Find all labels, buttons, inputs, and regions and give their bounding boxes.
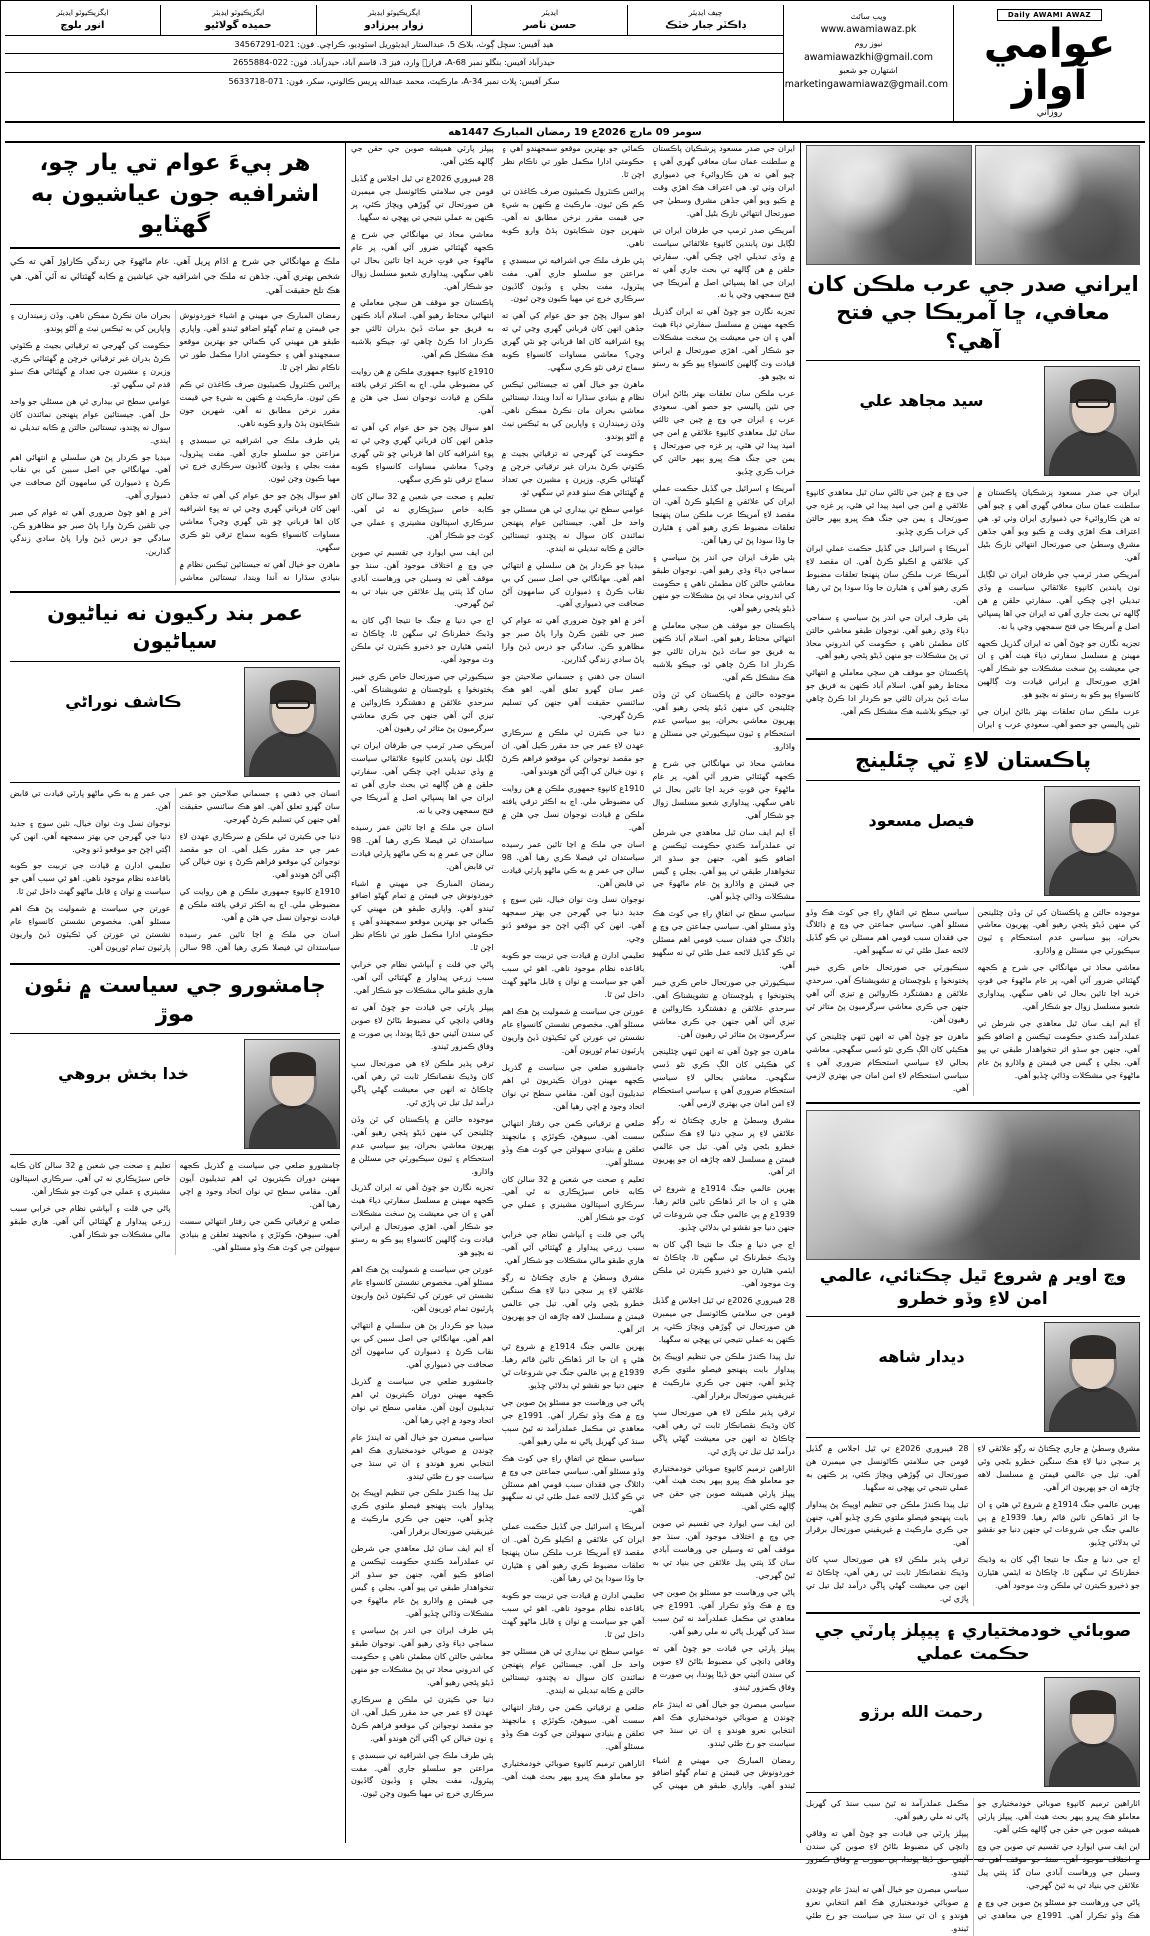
- paragraph: آءِ ايم ايف سان ٿيل معاهدي جي شرطن تي عملدرآمد ڪندي حڪومت ٽيڪسن ۾ اضافو ڪيو آهي، جنهن جو سڌو اثر تنخواهدار طبقي تي پيو آهي. بجلي ۽ گيس جي قيمتن ۾ واڌارو پڻ عام ماڻهوءَ جي مشڪلات وڌائي ڇڏيو آهي.: [977, 1019, 1140, 1080]
- paragraph: سياسي سطح تي اتفاقِ راءِ جي کوٽ هڪ وڏو مسئلو آهي. سياسي جماعتن جي وچ ۾ ڊائلاگ جي فقدان سبب قومي اهم مسئلن تي ڪو گڏيل لائحه عمل طئي ٿي نه سگهيو آهي.: [806, 907, 969, 956]
- paragraph: دنيا جي ڪيترن ئي ملڪن ۾ سرڪاري عهدن لاءِ عمر جي حد مقرر ڪيل آهي. ان جو مقصد نوجوانن کي موقعو فراهم ڪرڻ ۽ نون خيالن کي اڳتي آڻڻ هوندو آهي.: [501, 728, 645, 776]
- paragraph: پاڪستان جو موقف هن سڄي معاملي ۾ انتهائي محتاط رهيو آهي. اسلام آباد ڪنهن به فريق جو ساٿ ڏيڻ بدران ثالثي جو ڪردار ادا ڪرڻ چاهي ٿو، جيڪو بلاشبه هڪ مشڪل ڪم آهي.: [351, 298, 494, 360]
- divider: [10, 661, 340, 662]
- paragraph: پاڻي جي ورهاست جو مسئلو پڻ صوبن جي وچ ۾ هڪ وڏو تڪرار آهي. 1991ع جي معاهدي تي مڪمل عملدرآمد نه ٿيڻ سبب سنڌ کي گهربل پاڻي نه ملي رهيو آهي.: [652, 1588, 795, 1636]
- divider: [806, 481, 1140, 482]
- paragraph: عوامي سطح تي بيداري ئي هن مسئلي جو واحد حل آهي. جيستائين عوام پنهنجن نمائندن کان سوال نه پڇندو، تيستائين حالتن ۾ ڪابه تبديلي نه ايندي.: [501, 1646, 645, 1695]
- paragraph: رمضان المبارڪ جي مهيني ۾ اشياء خوردونوش جي قيمتن ۾ تمام گهڻو اضافو ٿيندو آهي. واپاري طبقو هن مهيني کي ڪمائي جو بهترين موقعو سمجهندو آهي ۽ حڪومتي ادارا مڪمل طور تي ناڪام نظر اچن ٿا.: [179, 310, 340, 372]
- paragraph: 1910ع کانپوءِ جمهوري ملڪن ۾ هن روايت کي مضبوطي ملي. اڄ به اڪثر ترقي يافته ملڪن ۾ قيادت نوجوان نسل جي هٿن ۾ آهي.: [501, 783, 645, 832]
- staff-name: انور بلوچ: [60, 20, 105, 32]
- article-body: [10, 1160, 340, 1255]
- paragraph: پيپلز پارٽي جي قيادت جو چوڻ آهي ته وفاقي ڍانچي کي مضبوط بڻائڻ لاءِ صوبن کي سندن آئيني حق ڏيڻا پوندا، ٻي صورت ۾ وفاق ڪمزور ٿيندو.: [351, 1003, 494, 1051]
- paragraph: آمريڪي صدر ٽرمپ جي طرفان ايران تي لڳايل نون پابندين کانپوءِ علائقائي سياست ۾ وڏي تبديلي اچي چڪي آهي. سفارتي حلقن ۾ هن ڳالهه تي بحث جاري آهي ته ايران جي اها پسپائي اصل ۾ آمريڪا جي فتح سمجهي وڃي يا نه.: [977, 569, 1140, 631]
- paragraph: تعليم ۽ صحت جي شعبن ۾ 32 سالن کان ڪابه خاص سيڙپڪاري نه ٿي آهي. سرڪاري اسپتالون مشينري ۽ عملي جي کوٽ جو شڪار آهن.: [501, 1174, 645, 1223]
- paragraph: ايران جي صدر مسعود پزشڪيان پاڪستان ۾ سلطنت عمان سان معافي گهري آهي ۽ چيو آهي ته هن ڪاروائيءَ جي ذميواري ايران وٺي ٿو. هي اعتراف هڪ اهڙي وقت ۾ ڪيو ويو آهي جڏهن مشرق وسطيٰ جي صورتحال انتهائي نازڪ بڻيل آهي.: [977, 488, 1140, 562]
- paragraph: ڄامشورو ضلعي جي سياست ۾ گذريل ڪجهه مهينن دوران ڪيتريون ئي اهم تبديليون آيون آهن. مقامي سطح تي نوان اتحاد وجود ۾ اچي رهيا آهن.: [351, 1376, 494, 1425]
- paragraph: تيل پيدا ڪندڙ ملڪن جي تنظيم اوپيڪ پڻ پيداوار بابت پنهنجو فيصلو ملتوي ڪري ڇڏيو آهي، جنهن جي ڪري مارڪيٽ ۾ غيريقيني صورتحال برقرار آهي.: [351, 1488, 494, 1537]
- paragraph: مشرق وسطيٰ ۾ جاري ڇڪتاڻ نه رڳو علائقي لاءِ پر سڄي دنيا لاءِ هڪ سنگين خطرو بڻجي وئي آهي. تيل جي عالمي قيمتن ۾ مسلسل لاهه چاڙهه ان جو پهريون اثر آهي.: [652, 1115, 795, 1177]
- paragraph: آمريڪي صدر ٽرمپ جي طرفان ايران تي لڳايل نون پابندين کانپوءِ علائقائي سياست ۾ وڏي تبديلي اچي چڪي آهي. سفارتي حلقن ۾ هن ڳالهه تي بحث جاري آهي ته ايران جي اها پسپائي اصل ۾ آمريڪا جي فتح سمجهي وڃي يا نه.: [652, 225, 795, 300]
- paragraph: اهو سوال پڇڻ جو حق عوام کي آهي ته جڏهن انهن کان قرباني گهري وڃي ٿي ته پوءِ اشرافيه کان اها قرباني ڇو نٿي گهري وڃي؟ معاشي مساوات کانسواءِ ڪوبه سماج ترقي نٿو ڪري سگهي.: [351, 423, 494, 484]
- paragraph: سيڪيورٽي جي صورتحال خاص ڪري خيبر پختونخوا ۽ بلوچستان ۾ تشويشناڪ آهي. سرحدي علائقن ۾ دهشتگرد ڪاروائين ۾ تيزي آئي آهي جنهن جي ڪري معاشي سرگرميون پڻ متاثر ٿي رهيون آهن.: [351, 672, 494, 734]
- paragraph: حڪومت کي گهرجي ته ترقياتي بجيٽ ۾ ڪٽوتي ڪرڻ بدران غير ترقياتي خرچن ۾ گهٽتائي ڪري. وزيرن ۽ مشيرن جي تعداد ۾ گهٽتائي هڪ سٺو قدم ٿي سگهي ٿو.: [501, 448, 645, 497]
- page-grid: [5, 143, 1145, 1933]
- paragraph: آمريڪي صدر ٽرمپ جي طرفان ايران تي لڳايل نون پابندين کانپوءِ علائقائي سياست ۾ وڏي تبديلي اچي چڪي آهي. سفارتي حلقن ۾ هن ڳالهه تي بحث جاري آهي ته ايران جي اها پسپائي اصل ۾ آمريڪا جي فتح سمجهي وڃي يا نه.: [351, 740, 494, 815]
- staff-role: ايگزيڪيوٽو ايڊيٽر: [56, 8, 109, 17]
- paragraph: اسان جي ملڪ ۾ اڃا تائين عمر رسيده سياستدان ئي فيصلا ڪري رهيا آهن. 98 سالن جي عمر ۾ به ڪي ماڻهو پارٽي قيادت تي قابض آهن.: [10, 788, 340, 953]
- author-name: ڪاشف نوراڻي: [65, 691, 182, 711]
- paragraph: پيپلز پارٽي جي قيادت جو چوڻ آهي ته وفاقي ڍانچي کي مضبوط بڻائڻ لاءِ صوبن کي سندن آئيني حق ڏيڻا پوندا، ٻي صورت ۾ وفاق ڪمزور ٿيندو.: [806, 1828, 969, 1877]
- paragraph: پاڻي جي ورهاست جو مسئلو پڻ صوبن جي وچ ۾ هڪ وڏو تڪرار آهي. 1991ع جي معاهدي تي مڪمل عملدرآمد نه ٿيڻ سبب سنڌ کي گهربل پاڻي نه ملي رهيو آهي.: [806, 1799, 1141, 1920]
- article-headline: وچ اوير ۾ شروع ٿيل چڪتائي، عالمي امن لاءِ وڏو خطرو: [819, 1265, 1127, 1309]
- paragraph: ميڊيا جو ڪردار پڻ هن سلسلي ۾ انتهائي اهم آهي. مهانگائي جي اصل سببن کي بي نقاب ڪرڻ ۽ ذميوارن کي سامهون آڻڻ صحافت جي ذميواري آهي.: [501, 560, 645, 609]
- column-right: [800, 143, 1145, 1933]
- paragraph: ميڊيا جو ڪردار پڻ هن سلسلي ۾ انتهائي اهم آهي. مهانگائي جي اصل سببن کي بي نقاب ڪرڻ ۽ ذميوارن کي سامهون آڻڻ صحافت جي ذميواري آهي.: [351, 1321, 494, 1369]
- paragraph: ضلعي ۾ ترقياتي ڪمن جي رفتار انتهائي سست آهي. سيوهڻ، ڪوٽڙي ۽ مانجهند تعلقن ۾ بنيادي سهولتن جي کوٽ هڪ وڏو مسئلو آهي.: [179, 1216, 340, 1252]
- divider: [10, 1033, 340, 1034]
- head-office-address: هيڊ آفيس: سچل ڳوٺ، بلاڪ 5، عبدالستار ايڊيٽوريل اسٽوڊيو، ڪراچي. فون: 021-34567291: [234, 39, 554, 50]
- paragraph: تعليم ۽ صحت جي شعبن ۾ 32 سالن کان ڪابه خاص سيڙپڪاري نه ٿي آهي. سرڪاري اسپتالون مشينري ۽ عملي جي کوٽ جو شڪار آهن.: [10, 1160, 171, 1196]
- author-portrait: [244, 667, 340, 777]
- paragraph: نوجوان نسل وٽ نوان خيال، نئين سوچ ۽ جديد دنيا جي گهرجن جي بهتر سمجهه آهي. انهن کي اڳتي اچڻ جو موقعو ڏنو وڃي.: [501, 895, 645, 944]
- paragraph: اٺاراهين ترميم کانپوءِ صوبائي خودمختياري جو معاملو هڪ ڀيرو ٻيهر بحث هيٺ آهي. پيپلز پارٽي هميشه صوبن جي حقن جي ڳالهه ڪئي آهي.: [351, 144, 645, 1781]
- paragraph: آمريڪا ۽ اسرائيل جي گڏيل حڪمت عملي ايران کي علائقي ۾ اڪيلو ڪرڻ آهي. ان مقصد لاءِ آمريڪا عرب ملڪن سان پنهنجا تعلقات مضبوط ڪري رهيو آهي ۽ هٿيارن جا وڏا سودا پڻ ٿي رهيا آهن.: [652, 483, 795, 545]
- paragraph: تعليمي ادارن ۾ قيادت جي تربيت جو ڪوبه باقاعده نظام موجود ناهي. اهو ئي سبب آهي جو سياست ۾ نوان ۽ قابل ماڻهو گهٽ داخل ٿين ٿا.: [501, 951, 645, 1000]
- staff-exec-editor-2: [160, 5, 316, 35]
- paragraph: سياسي مبصرن جو خيال آهي ته ايندڙ عام چونڊن ۾ صوبائي خودمختياري هڪ اهم انتخابي نعرو هوندو ۽ ان تي سنڌ جي سياست جو رخ طئي ٿيندو.: [652, 1699, 795, 1748]
- article-ramadan-inflation: [10, 148, 340, 585]
- iran-trump-photos: [806, 145, 1140, 265]
- article-pakistan-challenge: [806, 746, 1140, 1096]
- staff-name: حسن ناصر: [523, 20, 577, 32]
- paragraph: عوامي سطح تي بيداري ئي هن مسئلي جو واحد حل آهي. جيستائين عوام پنهنجن نمائندن کان سوال نه پڇندو، تيستائين حالتن ۾ ڪابه تبديلي نه ايندي.: [501, 504, 645, 553]
- ads-label: اشتهارن جو شعبو: [839, 66, 898, 76]
- paragraph: حڪومت کي گهرجي ته ترقياتي بجيٽ ۾ ڪٽوتي ڪرڻ بدران غير ترقياتي خرچن ۾ گهٽتائي ڪري. وزيرن ۽ مشيرن جي تعداد ۾ گهٽتائي هڪ سٺو قدم ٿي سگهي ٿو.: [10, 340, 171, 389]
- paragraph: 28 فيبروري 2026ع تي ٿيل اجلاس ۾ گڏيل قومن جي سلامتي ڪائونسل جي ميمبرن هن صورتحال تي ڳوڙهي ويچارَ ڪئي، پر ڪنهن به عملي نتيجي تي پهچي نه سگهيا.: [806, 1443, 969, 1492]
- author-name: رحمت الله برڙو: [860, 1702, 983, 1722]
- paragraph: انسان جي ذهني ۽ جسماني صلاحيتن جو عمر سان گهرو تعلق آهي. اهو هڪ سائنسي حقيقت آهي جنهن کي تسليم ڪرڻ گهرجي.: [179, 788, 340, 824]
- photo-trump: [806, 145, 972, 265]
- paragraph: ترقي پذير ملڪن لاءِ هي صورتحال سڀ کان وڌيڪ نقصانڪار ثابت ٿي رهي آهي، ڇاڪاڻ ته انهن جي معيشت گهڻي ڀاڱي درآمد ٿيل تيل تي ڀاڙي ٿي.: [806, 1555, 969, 1604]
- staff-name: ڊاڪٽر جبار خٽڪ: [665, 20, 746, 32]
- paragraph: عورتن جي سياست ۾ شموليت پڻ هڪ اهم مسئلو آهي. مخصوص نشستن کانسواءِ عام نشستن تي عورتن کي ٽڪيٽون ڏيڻ واريون پارٽيون تمام ٿوريون آهن.: [351, 1265, 494, 1314]
- section-divider: [806, 1612, 1140, 1614]
- article-lifer-politicians: [10, 599, 340, 957]
- author-block: [806, 1322, 1140, 1432]
- staff-exec-editor-1: [316, 5, 472, 35]
- paragraph: پاڻي جي ورهاست جو مسئلو پڻ صوبن جي وچ ۾ هڪ وڏو تڪرار آهي. 1991ع جي معاهدي تي مڪمل عملدرآمد نه ٿيڻ سبب سنڌ کي گهربل پاڻي نه ملي رهيو آهي.: [501, 1397, 645, 1446]
- staff-chief-editor: [627, 5, 783, 35]
- office-row-3: [5, 73, 783, 90]
- paragraph: سيڪيورٽي جي صورتحال خاص ڪري خيبر پختونخوا ۽ بلوچستان ۾ تشويشناڪ آهي. سرحدي علائقن ۾ دهشتگرد ڪاروائين ۾ تيزي آئي آهي جنهن جي ڪري معاشي سرگرميون پڻ متاثر ٿي رهيون آهن.: [652, 978, 795, 1039]
- paragraph: پاڻي جي قلت ۽ آبپاشي نظام جي خرابي سبب زرعي پيداوار ۾ گهٽتائي آئي آهي. هاري طبقو مالي مشڪلات جو شڪار آهي.: [501, 1230, 645, 1266]
- article-headline: ايراني صدر جي عرب ملڪن کان معافي، ڇا آمريڪا جي فتح آهي؟: [807, 272, 1139, 353]
- paragraph: پرائس ڪنٽرول ڪميٽيون صرف ڪاغذن تي ڪم ڪن ٿيون. مارڪيٽ ۾ ڪنهن به شيءِ جي قيمت مقرر نرخن مطابق نه آهي. شهرين جون شڪايتون ٻڌڻ وارو ڪوبه ناهي.: [179, 379, 340, 428]
- paragraph: عورتن جي سياست ۾ شموليت پڻ هڪ اهم مسئلو آهي. مخصوص نشستن کانسواءِ عام نشستن تي عورتن کي ٽڪيٽون ڏيڻ واريون پارٽيون تمام ٿوريون آهن.: [501, 1007, 645, 1055]
- paragraph: پاڻي جي قلت ۽ آبپاشي نظام جي خرابي سبب زرعي پيداوار ۾ گهٽتائي آئي آهي. هاري طبقو مالي مشڪلات جو شڪار آهي.: [10, 1203, 171, 1239]
- divider: [806, 901, 1140, 902]
- author-name: سيد مجاهد علي: [859, 391, 984, 411]
- paragraph: تعليمي ادارن ۾ قيادت جي تربيت جو ڪوبه باقاعده نظام موجود ناهي. اهو ئي سبب آهي جو سياست ۾ نوان ۽ قابل ماڻهو گهٽ داخل ٿين ٿا.: [10, 861, 171, 897]
- paragraph: موجوده حالتن ۾ پاڪستان کي ٽن وڏن چئلينجن کي منهن ڏيڻو پئجي رهيو آهي. پهريون معاشي بحران، ٻيو سياسي عدم استحڪام ۽ ٽيون سيڪيورٽي جي مسئلن ۾ واڌارو.: [652, 690, 795, 751]
- staff-name: زوار پيرزادو: [364, 20, 424, 32]
- paragraph: دنيا جي ڪيترن ئي ملڪن ۾ سرڪاري عهدن لاءِ عمر جي حد مقرر ڪيل آهي. ان جو مقصد نوجوانن کي موقعو فراهم ڪرڻ ۽ نون خيالن کي اڳتي آڻڻ هوندو آهي.: [351, 1694, 494, 1743]
- paragraph: اهو سوال پڇڻ جو حق عوام کي آهي ته جڏهن انهن کان قرباني گهري وڃي ٿي ته پوءِ اشرافيه کان اها قرباني ڇو نٿي گهري وڃي؟ معاشي مساوات کانسواءِ ڪوبه سماج ترقي نٿو ڪري سگهي.: [501, 311, 645, 373]
- paragraph: ايران جي صدر مسعود پزشڪيان پاڪستان ۾ سلطنت عمان سان معافي گهري آهي ۽ چيو آهي ته هن ڪاروائيءَ جي ذميواري ايران وٺي ٿو. هي اعتراف هڪ اهڙي وقت ۾ ڪيو ويو آهي جڏهن مشرق وسطيٰ جي صورتحال انتهائي نازڪ بڻيل آهي.: [652, 144, 795, 218]
- staff-role: چيف ايڊيٽر: [688, 8, 723, 17]
- article-oil-prices: [806, 1110, 1140, 1606]
- issue-date: سومر 09 مارچ 2026ع 19 رمضان المبارڪ 1447هه: [448, 126, 702, 138]
- section-divider: [806, 1102, 1140, 1104]
- paragraph: تجزيه نگارن جو چوڻ آهي ته ايران گذريل ڪجهه مهينن ۾ مسلسل سفارتي دٻاءَ هيٺ آهي ۽ ان جي معيشت پڻ سخت مشڪلات جو شڪار آهي. اهڙي صورتحال ۾ ايراني قيادت وٽ ڳالهين کانسواءِ ٻيو ڪو به رستو نه بچيو هو.: [977, 638, 1140, 700]
- article-body: [10, 310, 340, 585]
- paragraph: تعليمي ادارن ۾ قيادت جي تربيت جو ڪوبه باقاعده نظام موجود ناهي. اهو ئي سبب آهي جو سياست ۾ نوان ۽ قابل ماڻهو گهٽ داخل ٿين ٿا.: [501, 1591, 645, 1639]
- paragraph: اڄ جي دنيا ۾ جنگ جا نتيجا اڳي کان به وڌيڪ خطرناڪ ٿي سگهن ٿا، ڇاڪاڻ ته ايٽمي هٿيارن جو ذخيرو ڪيترن ئي ملڪن وٽ موجود آهي.: [351, 616, 494, 665]
- paragraph: ٻئي طرف ملڪ جي اشرافيه تي سبسڊي ۽ مراعتن جو سلسلو جاري آهي. مفت پيٽرول، مفت بجلي ۽ وڏيون گاڏيون سرڪاري خرچ تي مهيا ڪيون وڃن ٿيون.: [501, 255, 645, 304]
- paragraph: اسان جي ملڪ ۾ اڃا تائين عمر رسيده سياستدان ئي فيصلا ڪري رهيا آهن. 98 سالن جي عمر ۾ به ڪي ماڻهو پارٽي قيادت تي قابض آهن.: [501, 839, 645, 888]
- staff-block: [5, 5, 783, 121]
- paragraph: اسان جي ملڪ ۾ اڃا تائين عمر رسيده سياستدان ئي فيصلا ڪري رهيا آهن. 98 سالن جي عمر ۾ به ڪي ماڻهو پارٽي قيادت تي قابض آهن.: [351, 822, 494, 871]
- paragraph: تيل پيدا ڪندڙ ملڪن جي تنظيم اوپيڪ پڻ پيداوار بابت پنهنجو فيصلو ملتوي ڪري ڇڏيو آهي، جنهن جي ڪري مارڪيٽ ۾ غيريقيني صورتحال برقرار آهي.: [806, 1499, 969, 1548]
- paragraph: 1910ع کانپوءِ جمهوري ملڪن ۾ هن روايت کي مضبوطي ملي. اڄ به اڪثر ترقي يافته ملڪن ۾ قيادت نوجوان نسل جي هٿن ۾ آهي.: [179, 887, 340, 923]
- logo-title: عوامي آواز: [983, 20, 1116, 109]
- paragraph: سياسي سطح تي اتفاقِ راءِ جي کوٽ هڪ وڏو مسئلو آهي. سياسي جماعتن جي وچ ۾ ڊائلاگ جي فقدان سبب قومي اهم مسئلن تي ڪو گڏيل لائحه عمل طئي ٿي نه سگهيو آهي.: [652, 909, 795, 971]
- author-block: [806, 1677, 1140, 1787]
- newsroom-label: نيوز روم: [854, 39, 883, 49]
- paragraph: ترقي پذير ملڪن لاءِ هي صورتحال سڀ کان وڌيڪ نقصانڪار ثابت ٿي رهي آهي، ڇاڪاڻ ته انهن جي معيشت گهڻي ڀاڱي درآمد ٿيل تيل تي ڀاڙي ٿي.: [351, 1058, 494, 1107]
- paragraph: پهرين عالمي جنگ 1914ع ۾ شروع ٿي هئي ۽ ان جا اثر ڏهاڪن تائين قائم رهيا. 1939ع ۾ ٻي عالمي جنگ جي شروعات ٿي جنهن دنيا جو نقشو ئي بدلائي ڇڏيو.: [977, 1499, 1141, 1548]
- website-url[interactable]: www.awamiawaz.pk: [820, 24, 917, 36]
- paragraph: ميڊيا جو ڪردار پڻ هن سلسلي ۾ انتهائي اهم آهي. مهانگائي جي اصل سببن کي بي نقاب ڪرڻ ۽ ذميوارن کي سامهون آڻڻ صحافت جي ذميواري آهي.: [10, 452, 171, 501]
- paragraph: آءِ ايم ايف سان ٿيل معاهدي جي شرطن تي عملدرآمد ڪندي حڪومت ٽيڪسن ۾ اضافو ڪيو آهي، جنهن جو سڌو اثر تنخواهدار طبقي تي پيو آهي. بجلي ۽ گيس جي قيمتن ۾ واڌارو پڻ عام ماڻهوءَ جي مشڪلات وڌائي ڇڏيو آهي.: [351, 1544, 494, 1619]
- article-iran-trump: [806, 145, 1140, 732]
- paragraph: 28 فيبروري 2026ع تي ٿيل اجلاس ۾ گڏيل قومن جي سلامتي ڪائونسل جي ميمبرن هن صورتحال تي ڳوڙهي ويچارَ ڪئي، پر ڪنهن به عملي نتيجي تي پهچي نه سگهيا.: [652, 1296, 795, 1344]
- paragraph: ٻئي طرف ملڪ جي اشرافيه تي سبسڊي ۽ مراعتن جو سلسلو جاري آهي. مفت پيٽرول، مفت بجلي ۽ وڏيون گاڏيون سرڪاري خرچ تي مهيا ڪيون وڃن ٿيون.: [179, 435, 340, 484]
- paragraph: عرب ملڪن سان تعلقات بهتر بڻائڻ ايران جي نئين پاليسي جو حصو آهي. سعودي عرب ۽ ايران جي وچ ۾ چين جي ثالثي سان ٿيل معاهدي کانپوءِ علائقي ۾ امن جي اميد پيدا ٿي هئي، پر غزه جي صورتحال ۽ يمن جي جنگ هڪ ڀيرو ٻيهر حالتن کي خراب ڪري ڇڏيو.: [806, 488, 1140, 730]
- column-middle: [345, 143, 800, 1843]
- newsroom-email[interactable]: awamiawazkhi@gmail.com: [803, 51, 934, 63]
- contact-block: [783, 5, 953, 121]
- article-headline: ڄامشورو جي سياست ۾ نئون موڙ: [24, 973, 326, 1026]
- staff-role: ايگزيڪيوٽو ايڊيٽر: [212, 8, 265, 17]
- author-portrait: [1044, 1322, 1140, 1432]
- paragraph: تجزيه نگارن جو چوڻ آهي ته ايران گذريل ڪجهه مهينن ۾ مسلسل سفارتي دٻاءَ هيٺ آهي ۽ ان جي معيشت پڻ سخت مشڪلات جو شڪار آهي. اهڙي صورتحال ۾ ايراني قيادت وٽ ڳالهين کانسواءِ ٻيو ڪو به رستو نه بچيو هو.: [652, 307, 795, 382]
- column-left: [5, 143, 345, 1843]
- paragraph: اٺاراهين ترميم کانپوءِ صوبائي خودمختياري جو معاملو هڪ ڀيرو ٻيهر بحث هيٺ آهي. پيپلز پارٽي هميشه صوبن جي حقن جي ڳالهه ڪئي آهي.: [977, 1799, 1140, 1834]
- ads-email[interactable]: marketingawamiawaz@gmail.com: [784, 78, 948, 90]
- newspaper-logo: [953, 5, 1145, 121]
- paragraph: دنيا جي ڪيترن ئي ملڪن ۾ سرڪاري عهدن لاءِ عمر جي حد مقرر ڪيل آهي. ان جو مقصد نوجوانن کي موقعو فراهم ڪرڻ ۽ نون خيالن کي اڳتي آڻڻ هوندو آهي.: [179, 831, 340, 880]
- paragraph: سياسي سطح تي اتفاقِ راءِ جي کوٽ هڪ وڏو مسئلو آهي. سياسي جماعتن جي وچ ۾ ڊائلاگ جي فقدان سبب قومي اهم مسئلن تي ڪو گڏيل لائحه عمل طئي ٿي نه سگهيو آهي.: [501, 1453, 645, 1515]
- article-headline: هر ٻيءَ عوام تي يار چو، اشرافيه جون عياشيون به گهٽايو: [30, 150, 320, 239]
- staff-row: [5, 5, 783, 36]
- paragraph: آمريڪا ۽ اسرائيل جي گڏيل حڪمت عملي ايران کي علائقي ۾ اڪيلو ڪرڻ آهي. ان مقصد لاءِ آمريڪا عرب ملڪن سان پنهنجا تعلقات مضبوط ڪري رهيو آهي ۽ هٿيارن جا وڏا سودا پڻ ٿي رهيا آهن.: [806, 543, 969, 605]
- paragraph: ٻئي طرف ملڪ جي اشرافيه تي سبسڊي ۽ مراعتن جو سلسلو جاري آهي. مفت پيٽرول، مفت بجلي ۽ وڏيون گاڏيون سرڪاري خرچ تي مهيا ڪيون وڃن ٿيون.: [351, 1750, 494, 1799]
- staff-exec-editor-3: [5, 5, 160, 35]
- hyderabad-office-address: حيدرآباد آفيس: بنگلو نمبر 68-A، فرازٖ وارڊ، فيز 3، قاسم آباد، حيدرآباد. فون: 022-2655884: [233, 57, 555, 68]
- paragraph: نوجوان نسل وٽ نوان خيال، نئين سوچ ۽ جديد دنيا جي گهرجن جي بهتر سمجهه آهي. انهن کي اڳتي اچڻ جو موقعو ڏنو وڃي.: [10, 818, 171, 854]
- paragraph: ماهرن جو خيال آهي ته جيستائين ٽيڪس نظام ۾ بنيادي سڌارا نه آندا ويندا، تيستائين معاشي بحران مان نڪرڻ ممڪن ناهي. وڏن زميندارن ۽ واپارين کي به ٽيڪس نيٽ ۾ آڻڻو پوندو.: [10, 310, 340, 583]
- paragraph: اين ايف سي ايوارڊ جي تقسيم تي صوبن جي وچ ۾ اختلاف موجود آهن. سنڌ جو موقف آهي ته وسيلن جي ورهاست آبادي سان گڏ پٺتي پيل علائقن جي بنياد تي به ٿيڻ گهرجي.: [977, 1841, 1140, 1890]
- paragraph: ضلعي ۾ ترقياتي ڪمن جي رفتار انتهائي سست آهي. سيوهڻ، ڪوٽڙي ۽ مانجهند تعلقن ۾ بنيادي سهولتن جي کوٽ هڪ وڏو مسئلو آهي.: [501, 1702, 645, 1751]
- paragraph: معاشي محاذ تي مهانگائي جي شرح ۾ ڪجهه گهٽتائي ضرور آئي آهي، پر عام ماڻهوءَ جي قوتِ خريد اڃا تائين بحال ٿي ناهي سگهي. پيداواري شعبو مسلسل زوال جو شڪار آهي.: [977, 963, 1140, 1012]
- paragraph: ڄامشورو ضلعي جي سياست ۾ گذريل ڪجهه مهينن دوران ڪيتريون ئي اهم تبديليون آيون آهن. مقامي سطح تي نوان اتحاد وجود ۾ اچي رهيا آهن.: [501, 1062, 645, 1111]
- office-row-2: [5, 54, 783, 72]
- photo-pezeshkian: [975, 145, 1141, 265]
- paragraph: سياسي مبصرن جو خيال آهي ته ايندڙ عام چونڊن ۾ صوبائي خودمختياري هڪ اهم انتخابي نعرو هوندو ۽ ان تي سنڌ جي سياست جو رخ طئي ٿيندو.: [351, 1432, 494, 1481]
- article-jamshoro-politics: [10, 971, 340, 1254]
- author-block: [806, 366, 1140, 476]
- paragraph: اين ايف سي ايوارڊ جي تقسيم تي صوبن جي وچ ۾ اختلاف موجود آهن. سنڌ جو موقف آهي ته وسيلن جي ورهاست آبادي سان گڏ پٺتي پيل علائقن جي بنياد تي به ٿيڻ گهرجي.: [351, 547, 494, 609]
- paragraph: عرب ملڪن سان تعلقات بهتر بڻائڻ ايران جي نئين پاليسي جو حصو آهي. سعودي عرب ۽ ايران جي وچ ۾ چين جي ثالثي سان ٿيل معاهدي کانپوءِ علائقي ۾ امن جي اميد پيدا ٿي هئي، پر غزه جي صورتحال ۽ يمن جي جنگ هڪ ڀيرو ٻيهر حالتن کي خراب ڪري ڇڏيو.: [652, 389, 795, 476]
- paragraph: اين ايف سي ايوارڊ جي تقسيم تي صوبن جي وچ ۾ اختلاف موجود آهن. سنڌ جو موقف آهي ته وسيلن جي ورهاست آبادي سان گڏ پٺتي پيل علائقن جي بنياد تي به ٿيڻ گهرجي.: [652, 1519, 795, 1581]
- paragraph: رمضان المبارڪ جي مهيني ۾ اشياء خوردونوش جي قيمتن ۾ تمام گهڻو اضافو ٿيندو آهي. واپاري طبقو هن مهيني کي ڪمائي جو بهترين موقعو سمجهندو آهي ۽ حڪومتي ادارا مڪمل طور تي ناڪام نظر اچن ٿا.: [501, 144, 795, 1791]
- author-block: [806, 786, 1140, 896]
- paragraph: اڄ جي دنيا ۾ جنگ جا نتيجا اڳي کان به وڌيڪ خطرناڪ ٿي سگهن ٿا، ڇاڪاڻ ته ايٽمي هٿيارن جو ذخيرو ڪيترن ئي ملڪن وٽ موجود آهي.: [977, 1555, 1140, 1591]
- divider: [806, 780, 1140, 781]
- paragraph: تعليم ۽ صحت جي شعبن ۾ 32 سالن کان ڪابه خاص سيڙپڪاري نه ٿي آهي. سرڪاري اسپتالون مشينري ۽ عملي جي کوٽ جو شڪار آهن.: [351, 491, 494, 540]
- divider: [806, 1792, 1140, 1793]
- paragraph: تجزيه نگارن جو چوڻ آهي ته ايران گذريل ڪجهه مهينن ۾ مسلسل سفارتي دٻاءَ هيٺ آهي ۽ ان جي معيشت پڻ سخت مشڪلات جو شڪار آهي. اهڙي صورتحال ۾ ايراني قيادت وٽ ڳالهين کانسواءِ ٻيو ڪو به رستو نه بچيو هو.: [351, 1183, 494, 1258]
- paragraph: پاڪستان جو موقف هن سڄي معاملي ۾ انتهائي محتاط رهيو آهي. اسلام آباد ڪنهن به فريق جو ساٿ ڏيڻ بدران ثالثي جو ڪردار ادا ڪرڻ چاهي ٿو، جيڪو بلاشبه هڪ مشڪل ڪم آهي.: [806, 668, 969, 717]
- paragraph: اڄ جي دنيا ۾ جنگ جا نتيجا اڳي کان به وڌيڪ خطرناڪ ٿي سگهن ٿا، ڇاڪاڻ ته ايٽمي هٿيارن جو ذخيرو ڪيترن ئي ملڪن وٽ موجود آهي.: [652, 1240, 795, 1289]
- article-headline: عمر بند رکيون نه نياڻيون سياڻيون: [47, 601, 303, 654]
- paragraph: ماهرن جو چوڻ آهي ته انهن ٽنهي چئلينجن کي هڪٻئي کان الڳ ڪري نٿو ڏسي سگهجي. معاشي بحالي لاءِ سياسي استحڪام ضروري آهي ۽ سياسي استحڪام لاءِ امن امان جي بهتري لازمي آهي.: [652, 1046, 795, 1108]
- article-headline: صوبائي خودمختياري ۽ پيپلز پارٽي جي حڪمت عملي: [814, 1621, 1132, 1665]
- paragraph: پاڪستان جو موقف هن سڄي معاملي ۾ انتهائي محتاط رهيو آهي. اسلام آباد ڪنهن به فريق جو ساٿ ڏيڻ بدران ثالثي جو ڪردار ادا ڪرڻ چاهي ٿو، جيڪو بلاشبه هڪ مشڪل ڪم آهي.: [652, 621, 795, 683]
- paragraph: پيپلز پارٽي جي قيادت جو چوڻ آهي ته وفاقي ڍانچي کي مضبوط بڻائڻ لاءِ صوبن کي سندن آئيني حق ڏيڻا پوندا، ٻي صورت ۾ وفاق ڪمزور ٿيندو.: [652, 1643, 795, 1692]
- sukkur-office-address: سکر آفيس: پلاٽ نمبر 34-A، مارڪيٽ، محمد عبدالله پريس ڪالوني، سکر، فون: 071-5633718: [228, 75, 560, 86]
- article-lede: ملڪ ۾ مهانگائي جي شرح ۾ اڏام ڀريل آهي. عام ماڻهوءَ جي زندگي ڪاراوڙ آهي ته ڪي شخص بهتري آهي. جڏهن ته ملڪ جي اشرافيه جي عياشين ۾ ڪابه گهٽتائي نه آئي آهي. هي هڪ تلخ حقيقت آهي.: [10, 257, 340, 297]
- paragraph: 28 فيبروري 2026ع تي ٿيل اجلاس ۾ گڏيل قومن جي سلامتي ڪائونسل جي ميمبرن هن صورتحال تي ڳوڙهي ويچارَ ڪئي، پر ڪنهن به عملي نتيجي تي پهچي نه سگهيا.: [351, 173, 494, 222]
- article-headline: پاڪستان لاءِ ٽي چئلينج: [854, 748, 1092, 773]
- paragraph: رمضان المبارڪ جي مهيني ۾ اشياء خوردونوش جي قيمتن ۾ تمام گهڻو اضافو ٿيندو آهي. واپاري طبقو هن مهيني کي ڪمائي جو بهترين موقعو سمجهندو آهي ۽ حڪومتي ادارا مڪمل طور تي ناڪام نظر اچن ٿا.: [351, 878, 494, 953]
- lead-article-continuation: [351, 143, 795, 1801]
- article-body: [806, 487, 1140, 732]
- author-portrait: [1044, 366, 1140, 476]
- author-name: ديدار شاهه: [878, 1346, 965, 1366]
- paragraph: آخر ۾ اهو چوڻ ضروري آهي ته عوام کي صبر جي تلقين ڪرڻ وارا پاڻ صبر جو مظاهرو ڪن. سادگي جو درس ڏيڻ وارا پاڻ سادي زندگي گذارين.: [501, 616, 645, 665]
- author-name: خدا بخش بروهي: [58, 1063, 189, 1083]
- paragraph: ٻئي طرف ايران جي اندر پڻ سياسي ۽ سماجي دٻاءَ وڌي رهيو آهي. نوجوان طبقو معاشي حالتن کان مطمئن ناهي ۽ حڪومت کي اندروني محاذ تي پڻ مشڪلات جو منهن ڏيڻو پئجي رهيو آهي.: [652, 552, 795, 614]
- paragraph: موجوده حالتن ۾ پاڪستان کي ٽن وڏن چئلينجن کي منهن ڏيڻو پئجي رهيو آهي. پهريون معاشي بحران، ٻيو سياسي عدم استحڪام ۽ ٽيون سيڪيورٽي جي مسئلن ۾ واڌارو.: [977, 907, 1140, 956]
- article-body: [10, 788, 340, 957]
- section-divider: [806, 738, 1140, 740]
- paragraph: 1910ع کانپوءِ جمهوري ملڪن ۾ هن روايت کي مضبوطي ملي. اڄ به اڪثر ترقي يافته ملڪن ۾ قيادت نوجوان نسل جي هٿن ۾ آهي.: [351, 367, 494, 416]
- paragraph: عوامي سطح تي بيداري ئي هن مسئلي جو واحد حل آهي. جيستائين عوام پنهنجن نمائندن کان سوال نه پڇندو، تيستائين حالتن ۾ ڪابه تبديلي نه ايندي.: [10, 396, 171, 445]
- staff-role: ايڊيٽر: [541, 8, 559, 17]
- paragraph: ترقي پذير ملڪن لاءِ هي صورتحال سڀ کان وڌيڪ نقصانڪار ثابت ٿي رهي آهي، ڇاڪاڻ ته انهن جي معيشت گهڻي ڀاڱي درآمد ٿيل تيل تي ڀاڙي ٿي.: [652, 1407, 795, 1456]
- paragraph: ٻئي طرف ايران جي اندر پڻ سياسي ۽ سماجي دٻاءَ وڌي رهيو آهي. نوجوان طبقو معاشي حالتن کان مطمئن ناهي ۽ حڪومت کي اندروني محاذ تي پڻ مشڪلات جو منهن ڏيڻو پئجي رهيو آهي.: [806, 612, 969, 661]
- masthead: [5, 5, 1145, 123]
- logo-subtitle: روزاني: [1036, 107, 1063, 118]
- paragraph: موجوده حالتن ۾ پاڪستان کي ٽن وڏن چئلينجن کي منهن ڏيڻو پئجي رهيو آهي. پهريون معاشي بحران، ٻيو سياسي عدم استحڪام ۽ ٽيون سيڪيورٽي جي مسئلن ۾ واڌارو.: [351, 1114, 494, 1176]
- paragraph: مشرق وسطيٰ ۾ جاري ڇڪتاڻ نه رڳو علائقي لاءِ پر سڄي دنيا لاءِ هڪ سنگين خطرو بڻجي وئي آهي. تيل جي عالمي قيمتن ۾ مسلسل لاهه چاڙهه ان جو پهريون اثر آهي.: [977, 1443, 1140, 1492]
- divider: [806, 1316, 1140, 1317]
- paragraph: پهرين عالمي جنگ 1914ع ۾ شروع ٿي هئي ۽ ان جا اثر ڏهاڪن تائين قائم رهيا. 1939ع ۾ ٻي عالمي جنگ جي شروعات ٿي جنهن دنيا جو نقشو ئي بدلائي ڇڏيو.: [501, 1341, 645, 1390]
- paragraph: آمريڪا ۽ اسرائيل جي گڏيل حڪمت عملي ايران کي علائقي ۾ اڪيلو ڪرڻ آهي. ان مقصد لاءِ آمريڪا عرب ملڪن سان پنهنجا تعلقات مضبوط ڪري رهيو آهي ۽ هٿيارن جا وڏا سودا پڻ ٿي رهيا آهن.: [501, 1522, 645, 1584]
- divider: [10, 304, 340, 305]
- divider: [10, 247, 340, 249]
- divider: [806, 360, 1140, 361]
- paragraph: سيڪيورٽي جي صورتحال خاص ڪري خيبر پختونخوا ۽ بلوچستان ۾ تشويشناڪ آهي. سرحدي علائقن ۾ دهشتگرد ڪاروائين ۾ تيزي آئي آهي جنهن جي ڪري معاشي سرگرميون پڻ متاثر ٿي رهيون آهن.: [806, 963, 969, 1025]
- section-divider: [10, 963, 340, 965]
- staff-role: ايگزيڪيوٽو ايڊيٽر: [367, 8, 421, 17]
- author-portrait: [1044, 786, 1140, 896]
- staff-editor: [471, 5, 627, 35]
- paragraph: اهو سوال پڇڻ جو حق عوام کي آهي ته جڏهن انهن کان قرباني گهري وڃي ٿي ته پوءِ اشرافيه کان اها قرباني ڇو نٿي گهري وڃي؟ معاشي مساوات کانسواءِ ڪوبه سماج ترقي نٿو ڪري سگهي.: [179, 491, 340, 553]
- divider: [10, 1154, 340, 1155]
- paragraph: انسان جي ذهني ۽ جسماني صلاحيتن جو عمر سان گهرو تعلق آهي. اهو هڪ سائنسي حقيقت آهي جنهن کي تسليم ڪرڻ گهرجي.: [501, 672, 645, 721]
- divider: [806, 1671, 1140, 1672]
- staff-name: حميده گولاڻيو: [204, 20, 272, 32]
- author-block: [10, 667, 340, 777]
- paragraph: معاشي محاذ تي مهانگائي جي شرح ۾ ڪجهه گهٽتائي ضرور آئي آهي، پر عام ماڻهوءَ جي قوتِ خريد اڃا تائين بحال ٿي ناهي سگهي. پيداواري شعبو مسلسل زوال جو شڪار آهي.: [652, 758, 795, 820]
- office-row-1: [5, 36, 783, 54]
- divider: [10, 782, 340, 783]
- section-divider: [10, 591, 340, 593]
- author-portrait: [244, 1039, 340, 1149]
- paragraph: تيل پيدا ڪندڙ ملڪن جي تنظيم اوپيڪ پڻ پيداوار بابت پنهنجو فيصلو ملتوي ڪري ڇڏيو آهي، جنهن جي ڪري مارڪيٽ ۾ غيريقيني صورتحال برقرار آهي.: [652, 1351, 795, 1400]
- website-label: ويب سائٽ: [850, 12, 887, 21]
- logo-english-title: Daily AWAMI AWAZ: [997, 9, 1102, 21]
- article-body: [806, 1798, 1140, 1936]
- paragraph: ضلعي ۾ ترقياتي ڪمن جي رفتار انتهائي سست آهي. سيوهڻ، ڪوٽڙي ۽ مانجهند تعلقن ۾ بنيادي سهولتن جي کوٽ هڪ وڏو مسئلو آهي.: [501, 1118, 645, 1167]
- paragraph: آءِ ايم ايف سان ٿيل معاهدي جي شرطن تي عملدرآمد ڪندي حڪومت ٽيڪسن ۾ اضافو ڪيو آهي، جنهن جو سڌو اثر تنخواهدار طبقي تي پيو آهي. بجلي ۽ گيس جي قيمتن ۾ واڌارو پڻ عام ماڻهوءَ جي مشڪلات وڌائي ڇڏيو آهي.: [652, 827, 795, 902]
- paragraph: معاشي محاذ تي مهانگائي جي شرح ۾ ڪجهه گهٽتائي ضرور آئي آهي، پر عام ماڻهوءَ جي قوتِ خريد اڃا تائين بحال ٿي ناهي سگهي. پيداواري شعبو مسلسل زوال جو شڪار آهي.: [351, 229, 494, 291]
- author-name: فيصل مسعود: [868, 810, 975, 830]
- paragraph: ماهرن جو چوڻ آهي ته انهن ٽنهي چئلينجن کي هڪٻئي کان الڳ ڪري نٿو ڏسي سگهجي. معاشي بحالي لاءِ سياسي استحڪام ضروري آهي ۽ سياسي استحڪام لاءِ امن امان جي بهتري لازمي آهي.: [806, 1032, 969, 1093]
- article-ppp-policy: [806, 1620, 1140, 1935]
- paragraph: آخر ۾ اهو چوڻ ضروري آهي ته عوام کي صبر جي تلقين ڪرڻ وارا پاڻ صبر جو مظاهرو ڪن. سادگي جو درس ڏيڻ وارا پاڻ سادي زندگي گذارين.: [10, 508, 171, 557]
- author-block: [10, 1039, 340, 1149]
- paragraph: ڄامشورو ضلعي جي سياست ۾ گذريل ڪجهه مهينن دوران ڪيتريون ئي اهم تبديليون آيون آهن. مقامي سطح تي نوان اتحاد وجود ۾ اچي رهيا آهن.: [179, 1160, 340, 1209]
- paragraph: ماهرن جو خيال آهي ته جيستائين ٽيڪس نظام ۾ بنيادي سڌارا نه آندا ويندا، تيستائين معاشي بحران مان نڪرڻ ممڪن ناهي. وڏن زميندارن ۽ واپارين کي به ٽيڪس نيٽ ۾ آڻڻو پوندو.: [501, 380, 645, 442]
- paragraph: عورتن جي سياست ۾ شموليت پڻ هڪ اهم مسئلو آهي. مخصوص نشستن کانسواءِ عام نشستن تي عورتن کي ٽڪيٽون ڏيڻ واريون پارٽيون تمام ٿوريون آهن.: [10, 904, 171, 953]
- paragraph: اٺاراهين ترميم کانپوءِ صوبائي خودمختياري جو معاملو هڪ ڀيرو ٻيهر بحث هيٺ آهي. پيپلز پارٽي هميشه صوبن جي حقن جي ڳالهه ڪئي آهي.: [652, 1463, 795, 1512]
- author-portrait: [1044, 1677, 1140, 1787]
- paragraph: پاڻي جي قلت ۽ آبپاشي نظام جي خرابي سبب زرعي پيداوار ۾ گهٽتائي آئي آهي. هاري طبقو مالي مشڪلات جو شڪار آهي.: [351, 960, 494, 996]
- paragraph: مشرق وسطيٰ ۾ جاري ڇڪتاڻ نه رڳو علائقي لاءِ پر سڄي دنيا لاءِ هڪ سنگين خطرو بڻجي وئي آهي. تيل جي عالمي قيمتن ۾ مسلسل لاهه چاڙهه ان جو پهريون اثر آهي.: [501, 1273, 645, 1335]
- date-bar: [5, 123, 1145, 143]
- article-body: [806, 1443, 1140, 1606]
- paragraph: پهرين عالمي جنگ 1914ع ۾ شروع ٿي هئي ۽ ان جا اثر ڏهاڪن تائين قائم رهيا. 1939ع ۾ ٻي عالمي جنگ جي شروعات ٿي جنهن دنيا جو نقشو ئي بدلائي ڇڏيو.: [652, 1184, 795, 1233]
- paragraph: ٻئي طرف ايران جي اندر پڻ سياسي ۽ سماجي دٻاءَ وڌي رهيو آهي. نوجوان طبقو معاشي حالتن کان مطمئن ناهي ۽ حڪومت کي اندروني محاذ تي پڻ مشڪلات جو منهن ڏيڻو پئجي رهيو آهي.: [351, 1625, 494, 1687]
- paragraph: سياسي مبصرن جو خيال آهي ته ايندڙ عام چونڊن ۾ صوبائي خودمختياري هڪ اهم انتخابي نعرو هوندو ۽ ان تي سنڌ جي سياست جو رخ طئي ٿيندو.: [806, 1884, 969, 1933]
- divider: [806, 1437, 1140, 1438]
- photo-city-smoke: [806, 1110, 1140, 1260]
- paragraph: پرائس ڪنٽرول ڪميٽيون صرف ڪاغذن تي ڪم ڪن ٿيون. مارڪيٽ ۾ ڪنهن به شيءِ جي قيمت مقرر نرخن مطابق نه آهي. شهرين جون شڪايتون ٻڌڻ وارو ڪوبه ناهي.: [501, 186, 645, 248]
- article-body: [806, 907, 1140, 1096]
